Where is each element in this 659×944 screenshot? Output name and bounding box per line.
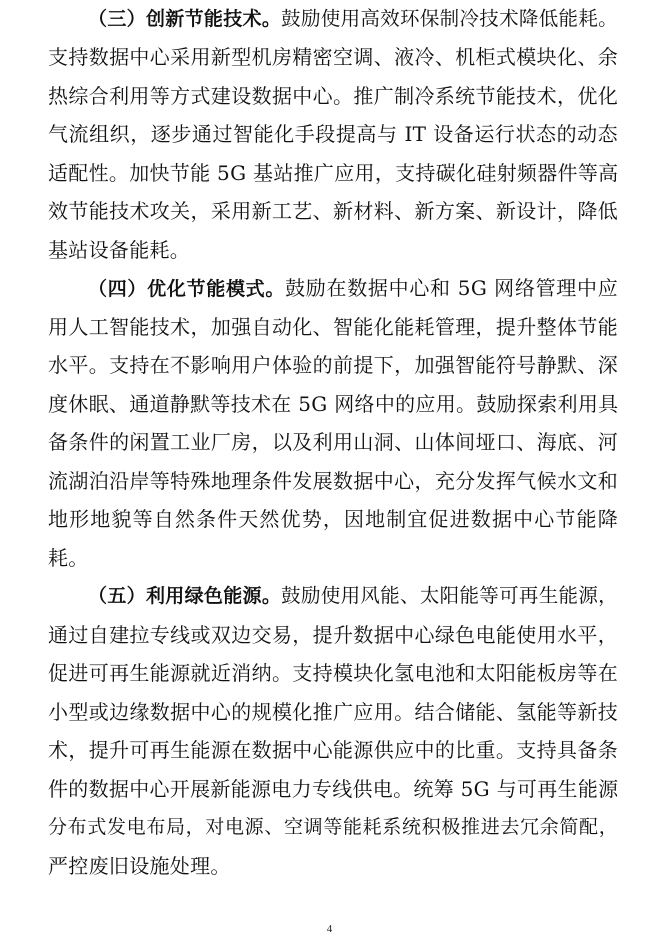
paragraph-line: 通过自建拉专线或双边交易，提升数据中心绿色电能使用水平， [48, 623, 618, 647]
paragraph-line: 流湖泊沿岸等特殊地理条件发展数据中心，充分发挥气候水文和 [48, 469, 618, 493]
paragraph-line: 分布式发电布局，对电源、空调等能耗系统积极推进去冗余简配， [48, 816, 618, 838]
paragraph-text: 鼓励在数据中心和 5G 网络管理中应 [285, 276, 618, 300]
paragraph-line: 用人工智能技术，加强自动化、智能化能耗管理，提升整体节能 [48, 315, 618, 339]
paragraph-line: 严控废旧设施处理。 [48, 854, 231, 878]
paragraph-line: 耗。 [48, 546, 89, 570]
section-heading: （四）优化节能模式。 [88, 278, 286, 300]
page-number: 4 [326, 923, 333, 935]
paragraph-line: 适配性。加快节能 5G 基站推广应用，支持碳化硅射频器件等高 [48, 161, 619, 185]
paragraph-line: 支持数据中心采用新型机房精密空调、液冷、机柜式模块化、余 [48, 45, 618, 69]
paragraph-line: 热综合利用等方式建设数据中心。推广制冷系统节能技术，优化 [48, 84, 618, 108]
section-heading: （三）创新节能技术。 [88, 8, 282, 30]
paragraph-line: 术，提升可再生能源在数据中心能源供应中的比重。支持具备条 [48, 738, 618, 762]
paragraph-line: 件的数据中心开展新能源电力专线供电。统筹 5G 与可再生能源 [48, 777, 619, 801]
paragraph-line: 备条件的闲置工业厂房，以及利用山洞、山体间垭口、海底、河 [48, 430, 618, 454]
paragraph-line: 水平。支持在不影响用户体验的前提下，加强智能符号静默、深 [48, 353, 618, 377]
paragraph-line: 气流组织，逐步通过智能化手段提高与 IT 设备运行状态的动态 [48, 122, 618, 146]
paragraph-first-line [88, 2, 618, 36]
paragraph-line: 度休眠、通道静默等技术在 5G 网络中的应用。鼓励探索利用具 [48, 392, 619, 416]
paragraph-line: 基站设备能耗。 [48, 238, 191, 262]
paragraph-first-line [88, 579, 618, 613]
paragraph-line: 地形地貌等自然条件天然优势，因地制宜促进数据中心节能降 [48, 507, 618, 531]
section-heading: （五）利用绿色能源。 [88, 585, 282, 607]
paragraph-text: 鼓励使用高效环保制冷技术降低能耗。 [281, 7, 618, 30]
paragraph-line: 效节能技术攻关，采用新工艺、新材料、新方案、新设计，降低 [48, 199, 618, 223]
paragraph-first-line [88, 271, 618, 305]
paragraph-line: 小型或边缘数据中心的规模化推广应用。结合储能、氢能等新技 [48, 700, 618, 724]
paragraph-line: 促进可再生能源就近消纳。支持模块化氢电池和太阳能板房等在 [48, 661, 618, 685]
paragraph-text: 鼓励使用风能、太阳能等可再生能源， [281, 584, 618, 607]
